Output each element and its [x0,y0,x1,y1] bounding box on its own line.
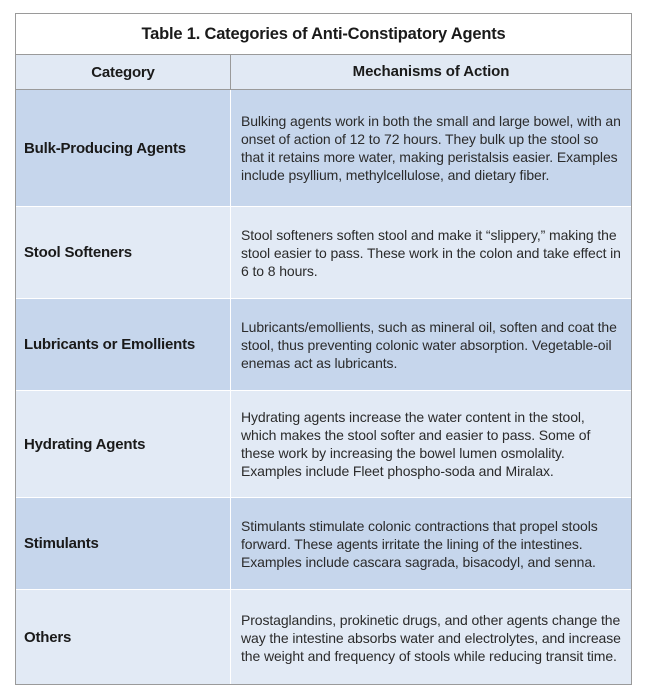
row-category: Bulk-Producing Agents [16,90,231,206]
row-category: Stool Softeners [16,207,231,298]
header-mechanism: Mechanisms of Action [352,63,510,80]
row-mechanism: Hydrating agents increase the water content in the stool, which makes the stool softer and easier to pass. Some of these work by increasing the bowel lumen osmolality. Examples include Fleet phospho-soda and Miralax. [241,409,591,479]
table-row [16,299,631,391]
table-row [16,207,631,299]
row-category: Stimulants [16,498,231,589]
row-mechanism: Stimulants stimulate colonic contractions that propel stools forward. These agents irritate the lining of the intestines. Examples include cascara sagrada, bisacodyl, and senna. [241,517,598,570]
row-category: Hydrating Agents [16,391,231,497]
table-header-row [16,55,631,90]
table-row [16,590,631,685]
table-row [16,90,631,207]
row-mechanism: Prostaglandins, prokinetic drugs, and other agents change the way the intestine absorbs water and electrolytes, and increase the weight and frequency of stools while reducing transit time. [241,611,621,664]
table-title: Table 1. Categories of Anti-Constipatory Agents [16,14,631,55]
row-mechanism: Stool softeners soften stool and make it “slippery,” making the stool easier to pass. These work in the colon and take effect in 6 to 8 hours. [241,226,621,279]
row-mechanism: Bulking agents work in both the small and large bowel, with an onset of action of 12 to 72 hours. They bulk up the stool so that it retains more water, making peristalsis easier. Examples include psyllium, methylcellulose, and dietary fiber. [241,113,621,183]
header-category: Category [16,55,231,89]
table-row [16,498,631,590]
row-category: Lubricants or Emollients [16,299,231,390]
table-row [16,391,631,498]
row-category: Others [16,590,231,685]
agents-table [15,13,632,685]
row-mechanism: Lubricants/emollients, such as mineral oil, soften and coat the stool, thus preventing colonic water absorption. Vegetable-oil enemas act as lubricants. [241,318,617,371]
